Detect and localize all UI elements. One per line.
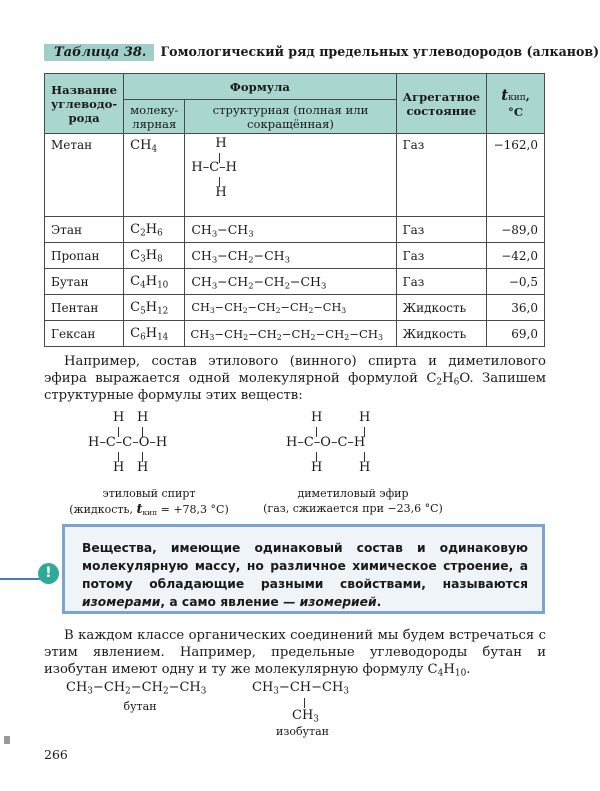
cell-tboil: −0,5 bbox=[487, 269, 545, 295]
ether-structure: H H H–C–O–C–H H H bbox=[286, 410, 371, 475]
header-molecular: молеку-лярная bbox=[124, 100, 185, 134]
cell-state: Жидкость bbox=[396, 321, 486, 347]
cell-tboil: −89,0 bbox=[487, 217, 545, 243]
cell-molecular: $CH_4$ bbox=[124, 134, 185, 217]
ethanol-description: (жидкость, $t_{кип} = +78,3$ °С) bbox=[69, 502, 229, 518]
cell-structural bbox=[185, 134, 396, 217]
caption-text: Гомологический ряд предельных углеводородов (алканов) bbox=[160, 44, 600, 59]
cell-state: Жидкость bbox=[396, 295, 486, 321]
table-row-ethane bbox=[45, 217, 545, 243]
butane-label: бутан bbox=[123, 700, 157, 713]
table-row-hexane bbox=[45, 321, 545, 347]
cell-molecular: $C_5H_{12}$ bbox=[124, 295, 185, 321]
alkanes-table bbox=[44, 73, 545, 347]
cell-molecular: $C_2H_6$ bbox=[124, 217, 185, 243]
table-row-methane bbox=[45, 134, 545, 217]
table-row-propane bbox=[45, 243, 545, 269]
cell-structural: $CH_3-CH_2-CH_2-CH_3$ bbox=[185, 269, 396, 295]
header-name: Название углеводо-рода bbox=[45, 74, 124, 134]
paragraph-isomer-example: Например, состав этилового (винного) спирта и диметилового эфира выражается одной молекулярной формулой $C_2H_6O$. Запишем структурные формулы этих веществ: bbox=[44, 354, 546, 403]
header-formula: Формула bbox=[124, 74, 396, 100]
table-row-pentane bbox=[45, 295, 545, 321]
cell-molecular: $C_4H_{10}$ bbox=[124, 269, 185, 295]
cell-state: Газ bbox=[396, 134, 486, 217]
header-state: Агрегатное состояние bbox=[396, 74, 486, 134]
ethanol-structure: H H H–C–C–O–H H H bbox=[88, 410, 168, 475]
ether-description: (газ, сжижается при −23,6 °С) bbox=[263, 502, 443, 515]
cell-structural: $CH_3-CH_2-CH_2-CH_2-CH_3$ bbox=[185, 295, 396, 321]
methane-structure: H H–C–H H bbox=[191, 136, 237, 200]
table-row-butane bbox=[45, 269, 545, 295]
isobutane-label: изобутан bbox=[275, 725, 330, 738]
cell-tboil: −162,0 bbox=[487, 134, 545, 217]
cell-state: Газ bbox=[396, 243, 486, 269]
term-isomers: изомерами bbox=[82, 595, 161, 609]
ether-label: диметиловый эфир bbox=[297, 487, 409, 500]
header-tboil: tкип, °С bbox=[487, 74, 545, 134]
caption-label: Таблица 38. bbox=[44, 44, 154, 61]
cell-name: Пентан bbox=[45, 295, 124, 321]
isobutane-formula: $CH_3-CH-CH_3$ $CH_3$ bbox=[252, 680, 349, 725]
term-isomerism: изомерией bbox=[299, 595, 377, 609]
table-caption bbox=[44, 44, 599, 61]
paragraph-butane-isomers: В каждом классе органических соединений мы будем встречаться с этим явлением. Например, предельные углеводороды бутан и изобутан имеют одну и ту же молекулярную формулу $C_4H_{10}$. bbox=[44, 628, 546, 679]
header-structural: структурная (полная или сокращённая) bbox=[185, 100, 396, 134]
cell-molecular: $C_3H_8$ bbox=[124, 243, 185, 269]
cell-name: Пропан bbox=[45, 243, 124, 269]
cell-name: Этан bbox=[45, 217, 124, 243]
cell-structural: $CH_3-CH_2-CH_3$ bbox=[185, 243, 396, 269]
cell-molecular: $C_6H_{14}$ bbox=[124, 321, 185, 347]
cell-state: Газ bbox=[396, 269, 486, 295]
exclamation-icon: ! bbox=[38, 563, 59, 584]
cell-tboil: 36,0 bbox=[487, 295, 545, 321]
cell-tboil: −42,0 bbox=[487, 243, 545, 269]
cell-structural: $CH_3-CH_3$ bbox=[185, 217, 396, 243]
cell-state: Газ bbox=[396, 217, 486, 243]
cell-name: Метан bbox=[45, 134, 124, 217]
cell-structural: $CH_3-CH_2-CH_2-CH_2-CH_2-CH_3$ bbox=[185, 321, 396, 347]
definition-text: Вещества, имеющие одинаковый состав и одинаковую молекулярную массу, но различное химическое строение, а потому обладающие разными свойствами, называются изомерами, а само явление — изомерией. bbox=[82, 541, 528, 609]
definition-box bbox=[62, 524, 545, 614]
ethanol-label: этиловый спирт bbox=[102, 487, 196, 500]
page-number: 266 bbox=[44, 747, 68, 762]
cell-name: Гексан bbox=[45, 321, 124, 347]
cell-tboil: 69,0 bbox=[487, 321, 545, 347]
bookmark-icon bbox=[4, 736, 10, 744]
cell-name: Бутан bbox=[45, 269, 124, 295]
